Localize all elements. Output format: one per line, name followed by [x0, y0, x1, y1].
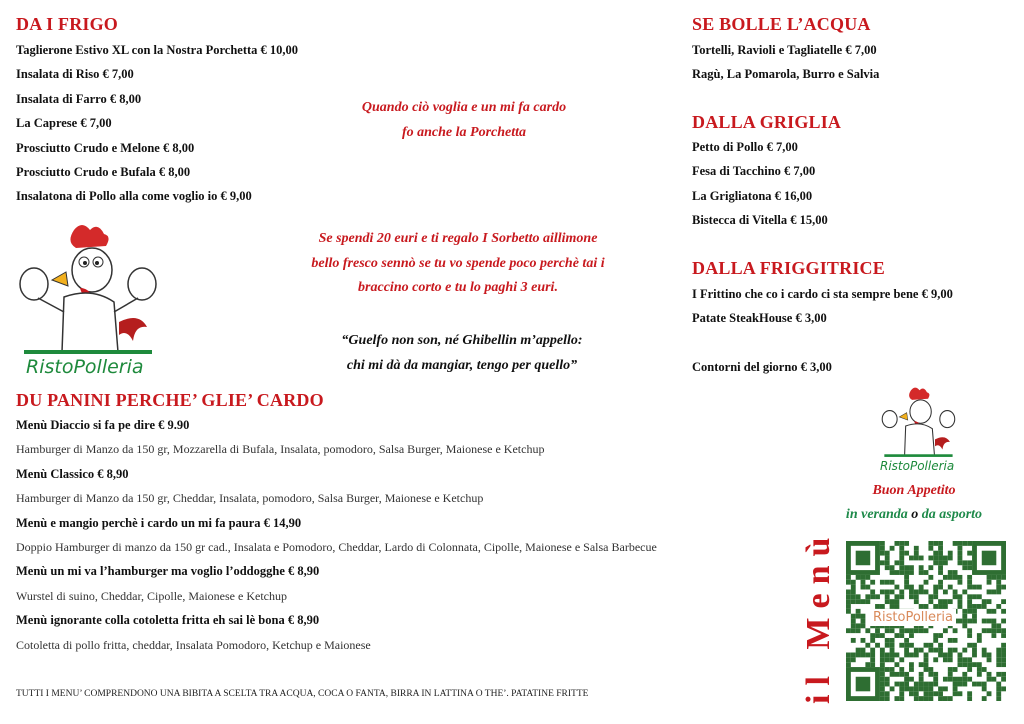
section-title-friggitrice: DALLA FRIGGITRICE	[692, 258, 885, 278]
griglia-list	[692, 140, 828, 238]
dante-quote	[341, 329, 582, 378]
sorbetto-note	[311, 227, 604, 301]
quote-line: “Guelfo non son, né Ghibellin m’appello:	[341, 333, 583, 348]
note-line: braccino corto e tu lo paghi 3 euri.	[358, 280, 558, 295]
logo-text: RistoPolleria	[880, 459, 955, 473]
menu-combo-name: Menù e mangio perchè i cardo un mi fa paura € 14,90	[16, 515, 302, 530]
menu-item: Prosciutto Crudo e Bufala € 8,00	[16, 164, 191, 179]
menu-item: Ragù, La Pomarola, Burro e Salvia	[692, 67, 880, 82]
menu-item: Prosciutto Crudo e Melone € 8,00	[16, 140, 195, 155]
menu-item: Fesa di Tacchino € 7,00	[692, 164, 816, 179]
qr-label: RistoPolleria	[870, 609, 956, 626]
section-title-griglia: DALLA GRIGLIA	[692, 112, 842, 132]
menu-combo-desc: Doppio Hamburger di manzo da 150 gr cad., Insalata e Pomodoro, Cheddar, Lardo di Colonnata, Cipolle, Maionese e Salsa Barbecue	[16, 539, 657, 554]
rooster-icon	[14, 222, 164, 357]
menu-item: Petto di Pollo € 7,00	[692, 140, 798, 154]
menu-item: Insalatona di Pollo alla come voglio io € 9,00	[16, 189, 252, 204]
friggitrice-list	[692, 287, 953, 336]
ristopolleria-logo-small	[874, 386, 964, 478]
menu-combo-name: Menù un mi va l’hamburger ma voglio l’oddogghe € 8,90	[16, 564, 320, 579]
menu-combo-name: Menù ignorante colla cotoletta fritta eh sai lè bona € 8,90	[16, 613, 320, 628]
note-line: bello fresco sennò se tu vo spende poco perchè tai i	[311, 255, 605, 271]
contorni-item: Contorni del giorno € 3,00	[692, 360, 832, 374]
menu-item: Insalata di Farro € 8,00	[16, 91, 142, 106]
qr-finder	[856, 551, 871, 566]
il-menu-vertical: il Menù	[800, 528, 837, 704]
rooster-icon	[874, 386, 964, 458]
section-title-acqua: SE BOLLE L’ACQUA	[692, 14, 871, 34]
quote-line: chi mi dà da mangiar, tengo per quello”	[346, 357, 578, 373]
menu-item: La Caprese € 7,00	[16, 116, 112, 131]
menu-combo-desc: Cotoletta di pollo fritta, cheddar, Insalata Pomodoro, Ketchup e Maionese	[16, 637, 371, 652]
menu-combo-desc: Hamburger di Manzo da 150 gr, Mozzarella di Bufala, Insalata, pomodoro, Salsa Burger, Maionese e Ketchup	[16, 442, 545, 457]
menu-qr-code[interactable]	[846, 541, 1006, 701]
note-line: Quando ciò voglia e un mi fa cardo	[361, 100, 567, 115]
menu-item: Bistecca di Vitella € 15,00	[692, 213, 828, 228]
panini-list	[16, 418, 657, 662]
note-line: Se spendi 20 euri e ti regalo I Sorbetto aillimone	[318, 231, 598, 246]
buon-appetito: Buon Appetito	[872, 483, 956, 498]
section-title-panini: DU PANINI PERCHE’ GLIE’ CARDO	[16, 390, 324, 410]
menu-combo-desc: Hamburger di Manzo da 150 gr, Cheddar, Insalata, pomodoro, Salsa Burger, Maionese e Ketchup	[16, 491, 484, 506]
menu-item: Insalata di Riso € 7,00	[16, 67, 134, 82]
ristopolleria-logo	[14, 222, 164, 382]
menu-combo-desc: Wurstel di suino, Cheddar, Cipolle, Maionese e Ketchup	[16, 588, 287, 603]
menu-item: Taglierone Estivo XL con la Nostra Porchetta € 10,00	[16, 43, 299, 57]
menu-item: La Grigliatona € 16,00	[692, 188, 813, 203]
footer-note: TUTTI I MENU’ COMPRENDONO UNA BIBITA A SCELTA TRA ACQUA, COCA O FANTA, BIRRA IN LATTINA O THE’. PATATINE FRITTE	[16, 689, 589, 699]
qr-finder	[856, 677, 871, 692]
service-options	[846, 503, 982, 528]
frigo-list	[16, 43, 298, 214]
asporto-text: da asporto	[921, 507, 983, 522]
or-text: o	[911, 507, 919, 522]
note-line: fo anche la Porchetta	[401, 124, 527, 140]
menu-combo-name: Menù Classico € 8,90	[16, 466, 129, 481]
section-title-frigo: DA I FRIGO	[16, 14, 119, 34]
veranda-text: in veranda	[845, 507, 908, 522]
acqua-list	[692, 43, 879, 92]
logo-text: RistoPolleria	[26, 356, 144, 378]
menu-item: Patate SteakHouse € 3,00	[692, 311, 827, 326]
qr-finder	[982, 551, 997, 566]
menu-item: Tortelli, Ravioli e Tagliatelle € 7,00	[692, 43, 877, 57]
menu-combo-name: Menù Diaccio si fa pe dire € 9.90	[16, 418, 190, 432]
menu-item: I Frittino che co i cardo ci sta sempre bene € 9,00	[692, 287, 953, 301]
porchetta-note	[362, 96, 566, 145]
